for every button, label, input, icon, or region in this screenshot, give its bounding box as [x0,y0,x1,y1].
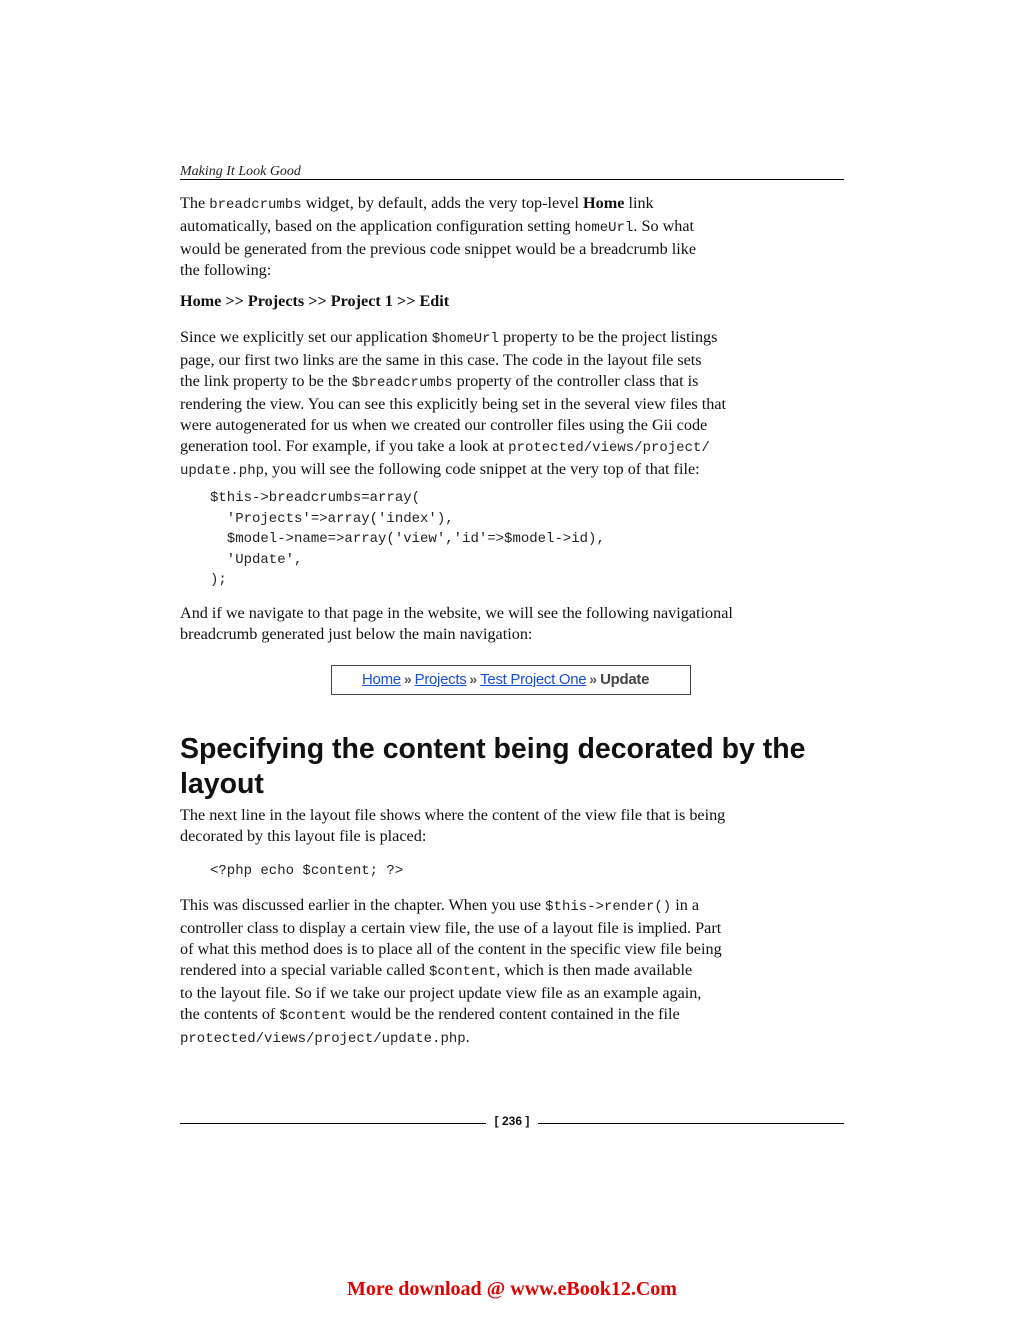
breadcrumb-link-home[interactable]: Home [362,671,401,688]
paragraph-layout-content: The next line in the layout file shows where the content of the view file that is being decorated by this layout file is placed: [180,806,726,845]
breadcrumb-separator: » [469,671,478,687]
inline-code: $breadcrumbs [351,375,453,391]
breadcrumb-separator: » [403,671,412,687]
code-block-echo-content: <?php echo $content; ?> [210,863,404,879]
page-number: [ 236 ] [494,1114,530,1128]
paragraph-breadcrumbs-intro: The breadcrumbs widget, by default, adds the very top-level Home link automatically, based on the application configuration setting homeUrl. So what would be generated from the previous code snippet would be a breadcrumb like the following: [180,194,697,279]
breadcrumb-link-projects[interactable]: Projects [414,671,467,688]
breadcrumb-example-text: Home >> Projects >> Project 1 >> Edit [180,292,450,310]
footer-rule-left [180,1123,486,1124]
paragraph-homeurl: Since we explicitly set our application $homeUrl property to be the project listings page, our first two links are the same in this case. The code in the layout file sets the link property to be the $breadcrumbs property of the controller class that is rendering the view. You can see this explicitly being set in the several view files that were autogenerated for us when we created our controller files using the Gii code generation tool. For example, if you take a look at protected/views/project/ update.php, you will see the following code snippet at the very top of that file: [180,328,727,479]
breadcrumb-nav [362,671,649,688]
breadcrumb-link-test-project-one[interactable]: Test Project One [480,671,587,688]
inline-code: $content [428,964,497,980]
code-block-breadcrumbs: $this->breadcrumbs=array( 'Projects'=>array('index'), $model->name=>array('view','id'=>$model->id), 'Update', ); [210,490,605,589]
breadcrumb-separator: » [589,671,598,687]
inline-code: homeUrl [574,220,634,236]
inline-code: protected/views/project/ [508,440,710,456]
paragraph-render-explanation: This was discussed earlier in the chapter. When you use $this->render() in a controller class to display a certain view file, the use of a layout file is implied. Part of what this method does is to place all of the content in the specific view file being rendered into a special variable called $content, which is then made available to the layout file. So if we take our project update view file as an example again, the contents of $content would be the rendered content contained in the file protected/views/project/update.php. [180,896,722,1047]
running-title: Making It Look Good [180,164,301,179]
watermark-download-link[interactable]: More download @ www.eBook12.Com [347,1278,677,1300]
section-heading: Specifying the content being decorated by the layout [180,733,806,800]
breadcrumb-screenshot [331,665,691,695]
running-header [180,160,844,180]
inline-code: $this->render() [545,899,672,915]
footer-rule-right [538,1123,844,1124]
inline-code: protected/views/project/update.php [180,1031,466,1047]
breadcrumb-current-update: Update [600,671,650,688]
inline-code: breadcrumbs [209,197,302,213]
inline-code: $content [279,1008,347,1024]
inline-code: $homeUrl [431,331,499,347]
paragraph-navigation: And if we navigate to that page in the website, we will see the following navigational breadcrumb generated just below the main navigation: [180,604,733,643]
inline-code: update.php [180,463,265,479]
bold-term: Home [583,194,625,212]
